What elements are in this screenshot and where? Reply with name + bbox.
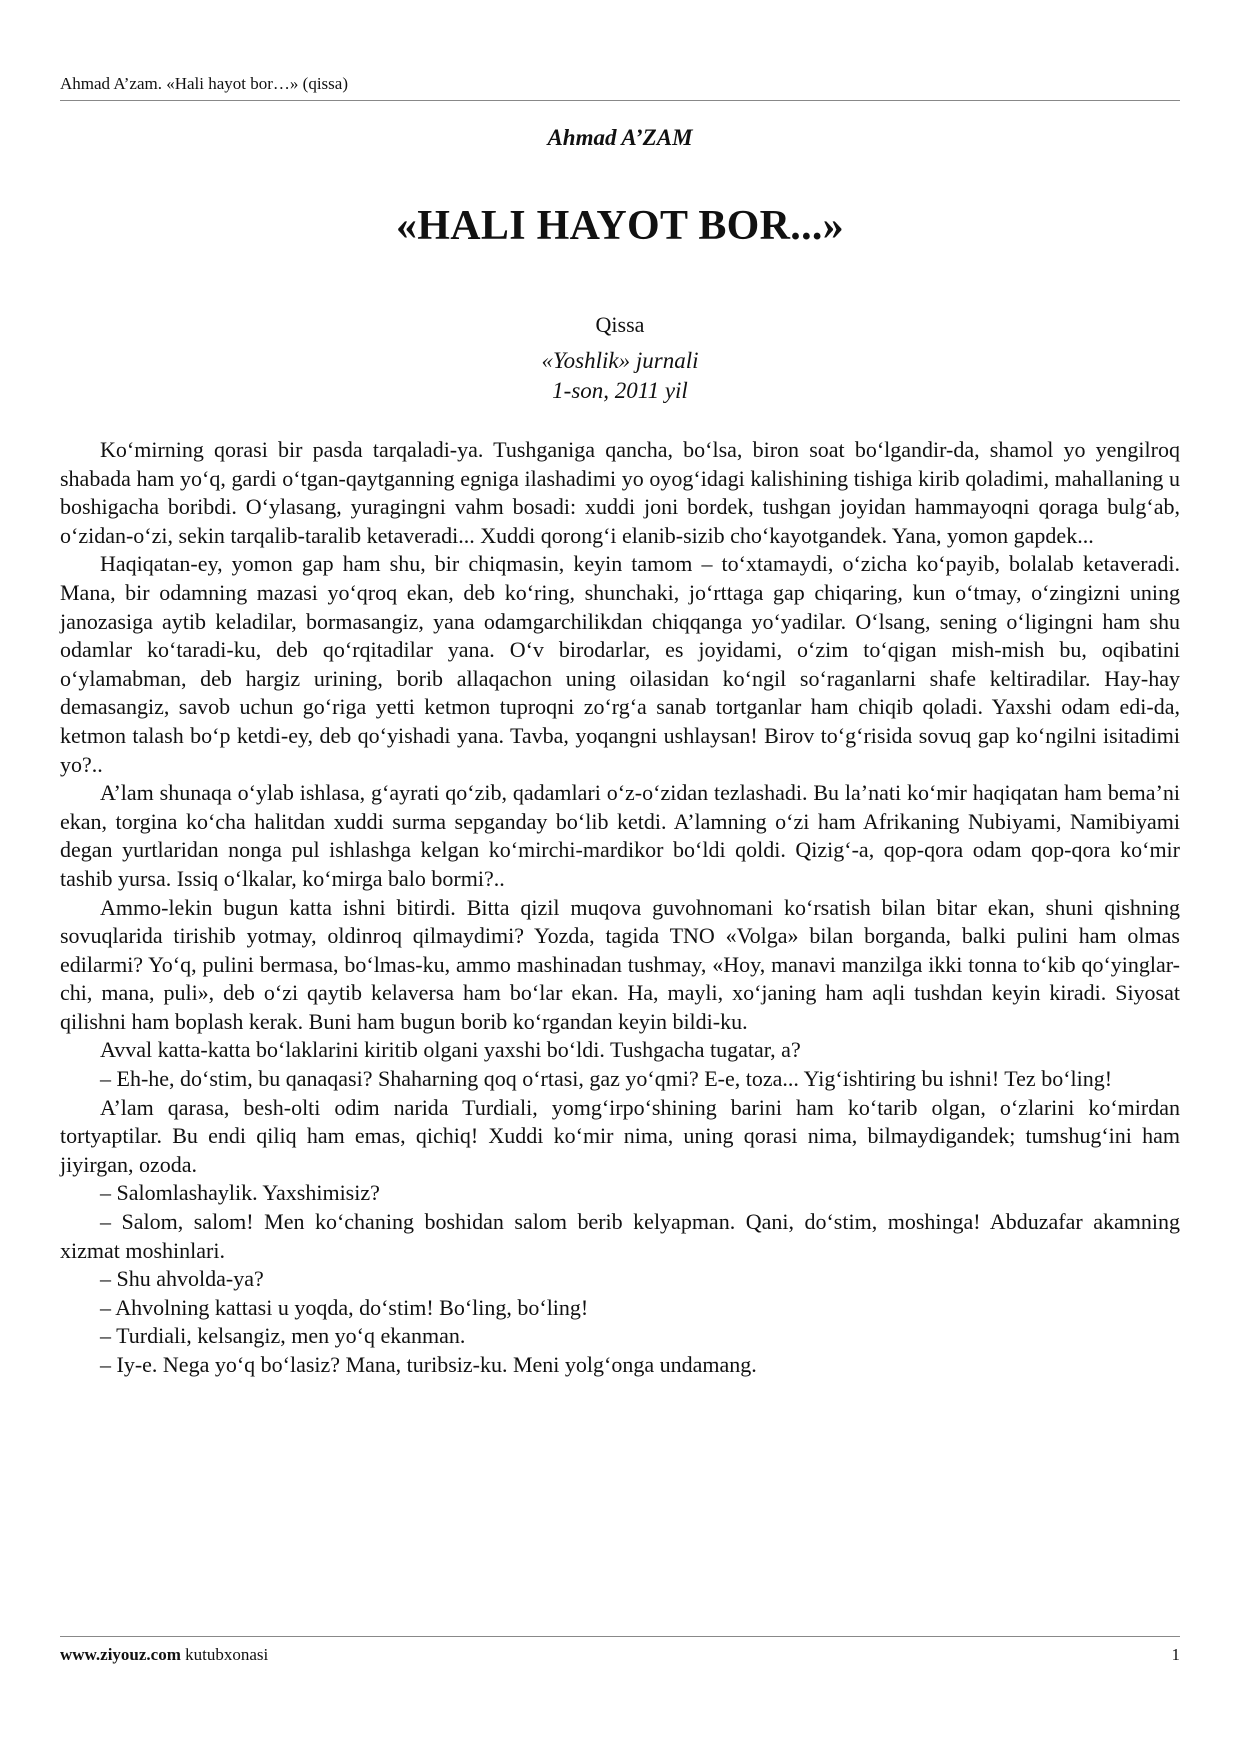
dialogue-line: – Ahvolning kattasi u yoqda, do‘stim! Bo‘ling, bo‘ling! (100, 1294, 589, 1320)
paragraph: A’lam qarasa, besh-olti odim narida Turdiali, yomg‘irpo‘shining barini ham ko‘tarib olgan, o‘zlarini ko‘mirdan tortyaptilar. Bu endi qiliq ham emas, qichiq! Xuddi ko‘mir nima, uning qorasi nima, bilmaydigandek; tumshug‘ini ham jiyirgan, ozoda. (60, 1094, 1180, 1177)
dialogue-line: – Salom, salom! Men ko‘chaning boshidan salom berib kelyapman. Qani, do‘stim, moshinga! Abduzafar akamning xizmat moshinlari. (60, 1209, 1180, 1263)
paragraph: Ko‘mirning qorasi bir pasda tarqaladi-ya. Tushganiga qancha, bo‘lsa, biron soat bo‘lgandir-da, shamol yo yengilroq shabada ham yo‘q, gardi o‘tgan-qaytganning egniga ilashadimi yo oyog‘idagi kalishining tishiga kirib qoladimi, mahallaning u boshigacha boribdi. O‘ylasang, yuragingni vahm bosadi: xuddi joni bordek, tushgan joyidan hammayoqni qoraga bulg‘ab, o‘zidan-o‘zi, sekin tarqalib-taralib ketaveradi... Xuddi qorong‘i elanib-sizib cho‘kayotgandek. Yana, yomon gapdek... (60, 437, 1180, 548)
footer-site-link[interactable]: www.ziyouz.com (60, 1645, 181, 1664)
dialogue-line: – Shu ahvolda-ya? (100, 1266, 264, 1292)
journal-issue: 1-son, 2011 yil (552, 378, 688, 403)
page-number: 1 (1171, 1645, 1180, 1664)
document-title: «HALI HAYOT BOR...» (396, 203, 844, 249)
footer-source (60, 1645, 268, 1665)
paragraph: A’lam shunaqa o‘ylab ishlasa, g‘ayrati qo‘zib, qadamlari o‘z-o‘zidan tezlashadi. Bu la’nati ko‘mir haqiqatan ham bema’ni ekan, torgina ko‘cha halitdan xuddi surma sepganday bo‘lib ketdi. A’lamning o‘zi ham Afrikaning Nubiyami, Namibiyami degan yurtlaridan nonga pul ishlashga kelgan ko‘mirchi-mardikor bo‘ldi qoldi. Qizig‘-a, qop-qora odam qop-qora ko‘mir tashib yursa. Issiq o‘lkalar, ko‘mirga balo bormi?.. (60, 780, 1180, 891)
dialogue-line: – Salomlashaylik. Yaxshimisiz? (100, 1180, 380, 1206)
running-footer (60, 1636, 1180, 1665)
journal-name: «Yoshlik» jurnali (541, 348, 699, 373)
paragraph: Avval katta-katta bo‘laklarini kiritib olgani yaxshi bo‘ldi. Tushgacha tugatar, a? (100, 1037, 801, 1063)
paragraph: Haqiqatan-ey, yomon gap ham shu, bir chiqmasin, keyin tamom – to‘xtamaydi, o‘zicha ko‘payib, bolalab ketaveradi. Mana, bir odamning mazasi yo‘qroq ekan, deb ko‘ring, shunchaki, jo‘rttaga gap chiqaring, kun o‘tmay, o‘zingizni uning janozasiga aytib keladilar, bormasangiz, yana odamgarchilikdan chiqqanga yo‘yadilar. O‘lsang, sening o‘ligingni ham shu odamlar ko‘taradi-ku, deb qo‘rqitadilar yana. O‘v birodarlar, es joyidami, o‘zim to‘qigan mish-mish bu, oqibatini o‘ylamabman, deb hargiz urining, borib allaqachon uning oilasidan ko‘ngil so‘raganlarni shafe keltiradilar. Hay-hay demasangiz, savob uchun go‘riga yetti ketmon tuproqni zo‘rg‘a sanab tortganlar ham chiqib qoladi. Yaxshi odam edi-da, ketmon talash bo‘p ketdi-ey, deb qo‘yishadi yana. Tavba, yoqangni ushlaysan! Birov to‘g‘risida sovuq gap ko‘ngilni isitadimi yo?.. (60, 551, 1180, 777)
journal-info (60, 346, 1180, 406)
dialogue-line: – Iy-e. Nega yo‘q bo‘lasiz? Mana, turibsiz-ku. Meni yolg‘onga undamang. (100, 1352, 757, 1377)
body-text (60, 436, 1180, 1380)
footer-site-label: kutubxonasi (185, 1645, 269, 1664)
genre-label: Qissa (595, 312, 645, 337)
dialogue-line: – Turdiali, kelsangiz, men yo‘q ekanman. (100, 1323, 466, 1349)
paragraph: Ammo-lekin bugun katta ishni bitirdi. Bitta qizil muqova guvohnomani ko‘rsatish bilan bitar ekan, shuni qishning sovuqlarida tirishib yotmay, oldinroq qilmaydimi? Yozda, tagida TNO «Volga» bilan borganda, balki pulini ham olmas edilarmi? Yo‘q, pulini bermasa, bo‘lmas-ku, ammo mashinadan tushmay, «Hoy, manavi manzilga ikki tonna to‘kib qo‘yinglar-chi, mana, puli», deb o‘zi qaytib kelaversa ham bo‘lar ekan. Ha, mayli, xo‘janing ham aqli tushdan keyin kiradi. Siyosat qilishni ham boplash kerak. Buni ham bugun borib ko‘rgandan keyin bildi-ku. (60, 894, 1180, 1034)
running-header: Ahmad A’zam. «Hali hayot bor…» (qissa) (60, 74, 1180, 101)
dialogue-line: – Eh-he, do‘stim, bu qanaqasi? Shaharning qoq o‘rtasi, gaz yo‘qmi? E-e, toza... Yig‘ishtiring bu ishni! Tez bo‘ling! (100, 1066, 1113, 1092)
author-name: Ahmad A’ZAM (547, 125, 693, 150)
